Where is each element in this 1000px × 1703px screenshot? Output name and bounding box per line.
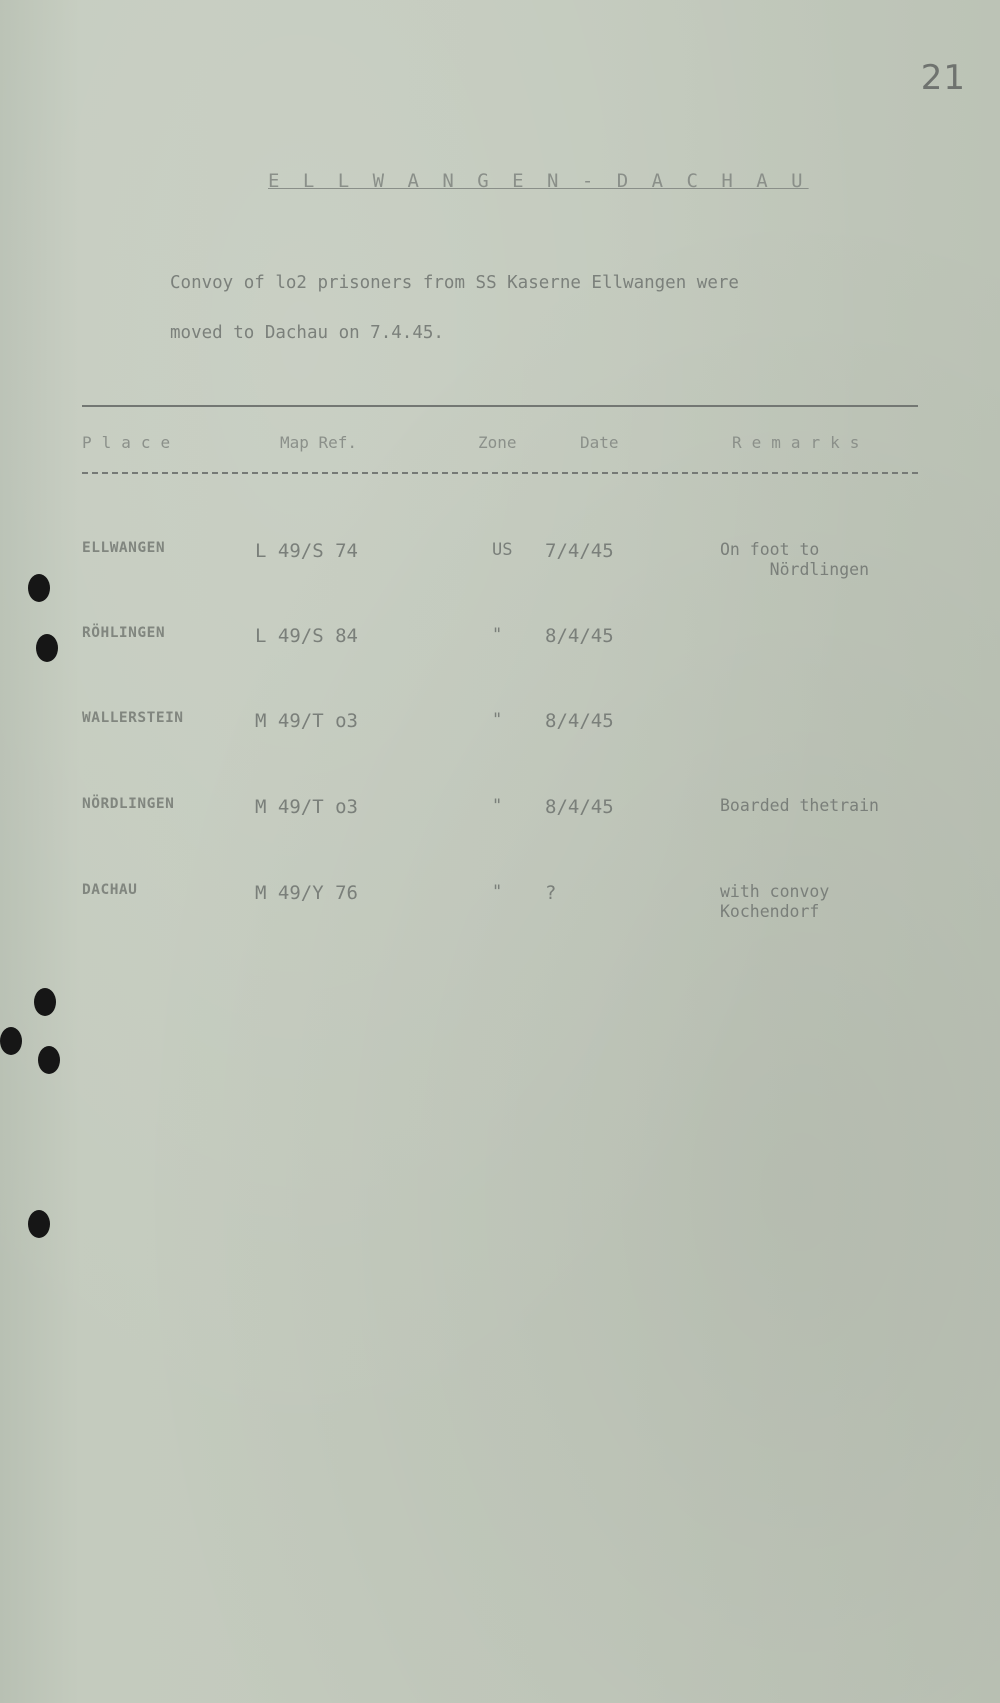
header-date: Date	[580, 433, 619, 452]
page-number: 21	[920, 58, 966, 98]
cell-zone: "	[492, 882, 503, 902]
cell-zone: "	[492, 625, 503, 645]
cell-remarks: Boarded thetrain	[720, 796, 879, 815]
cell-map-ref: M 49/T o3	[255, 796, 358, 818]
cell-date: 8/4/45	[545, 625, 614, 647]
cell-zone: "	[492, 710, 503, 730]
punch-hole	[36, 634, 58, 662]
cell-zone: "	[492, 796, 503, 816]
punch-hole	[38, 1046, 60, 1074]
table-row	[0, 540, 1000, 600]
cell-map-ref: L 49/S 74	[255, 540, 358, 562]
cell-date: 8/4/45	[545, 796, 614, 818]
intro-line-2: moved to Dachau on 7.4.45.	[170, 323, 444, 343]
table-header-rule	[82, 472, 918, 474]
cell-date: 8/4/45	[545, 710, 614, 732]
cell-map-ref: L 49/S 84	[255, 625, 358, 647]
cell-place: ELLWANGEN	[82, 540, 166, 556]
table-row	[0, 796, 1000, 856]
cell-date: 7/4/45	[545, 540, 614, 562]
cell-remarks: with convoy Kochendorf	[720, 882, 830, 921]
punch-hole	[0, 1027, 22, 1055]
table-row	[0, 710, 1000, 770]
cell-date: ?	[545, 882, 557, 904]
intro-paragraph	[170, 258, 930, 358]
cell-remarks: On foot to Nördlingen	[720, 540, 870, 579]
intro-line-1: Convoy of lo2 prisoners from SS Kaserne Ellwangen were	[170, 273, 739, 293]
punch-hole	[28, 574, 50, 602]
header-zone: Zone	[478, 433, 517, 452]
cell-map-ref: M 49/Y 76	[255, 882, 358, 904]
table-row	[0, 625, 1000, 685]
punch-hole	[34, 988, 56, 1016]
table-row	[0, 882, 1000, 942]
punch-hole	[28, 1210, 50, 1238]
table-top-rule	[82, 405, 918, 407]
header-place: Place	[82, 433, 181, 452]
header-remarks: Remarks	[732, 433, 870, 452]
cell-map-ref: M 49/T o3	[255, 710, 358, 732]
document-title: E L L W A N G E N - D A C H A U	[268, 170, 809, 192]
header-map-ref: Map Ref.	[280, 433, 358, 452]
cell-zone: US	[492, 540, 513, 560]
cell-place: WALLERSTEIN	[82, 710, 184, 726]
cell-place: NÖRDLINGEN	[82, 796, 175, 812]
cell-place: RÖHLINGEN	[82, 625, 166, 641]
cell-place: DACHAU	[82, 882, 138, 898]
